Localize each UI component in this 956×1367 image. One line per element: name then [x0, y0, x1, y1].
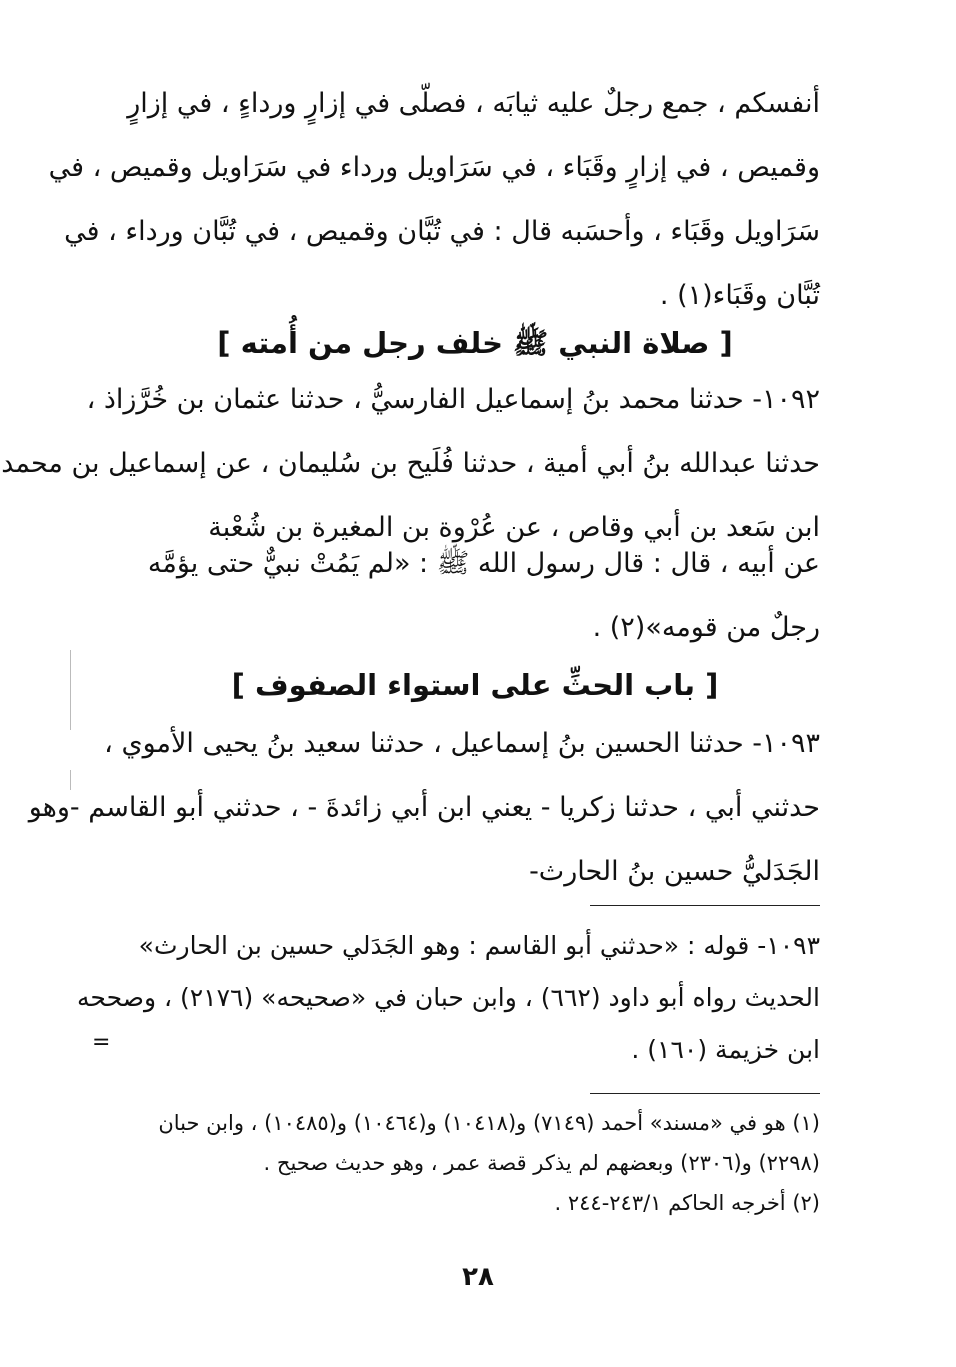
footnotes [120, 1103, 820, 1223]
footnote-rule [590, 1093, 820, 1094]
scan-artifact-line [70, 650, 71, 730]
text-line: حدثني أبي ، حدثنا زكريا - يعني ابن أبي زائدةَ - ، حدثني أبو القاسم -وهو [28, 792, 820, 823]
text-line: رجلٌ من قومه»(٢) . [592, 612, 820, 643]
commentary-note [77, 920, 820, 1076]
footnote-line: (١) هو في «مسند» أحمد (٧١٤٩) و(١٠٤١٨) و(١٠٤٦٤) و(١٠٤٨٥) ، وابن حبان [158, 1111, 820, 1135]
text-line: ابن سَعد بن أبي وقاص ، عن عُرْوة بن المغيرة بن شُعْبة [208, 512, 820, 543]
text-line: عن أبيه ، قال : قال رسول الله ﷺ : «لم يَمُتْ نبيٌّ حتى يؤمَّه [147, 548, 820, 579]
text-line: حدثنا عبدالله بنُ أبي أمية ، حدثنا فُلَيح بن سُليمان ، عن إسماعيل بن محمد [1, 448, 820, 479]
text-line: ابن خزيمة (١٦٠) . [631, 1035, 820, 1064]
separator-rule [590, 905, 820, 906]
margin-mark: = [92, 1030, 111, 1055]
footnote-line: (٢٢٩٨) و(٢٣٠٦) وبعضهم لم يذكر قصة عمر ، وهو حديث صحيح . [263, 1151, 820, 1175]
section-heading: [ صلاة النبي ﷺ خلف رجل من أُمته ] [217, 326, 733, 360]
page-number: ٢٨ [462, 1262, 494, 1292]
text-line: ١٠٩٣- قوله : «حدثني أبو القاسم : وهو الجَدَلي حسين بن الحارث» [138, 931, 820, 960]
text-line: سَرَاويل وقَبَاء ، وأحسَبه قال : في تُبَّان وقميص ، في تُبَّان ورداء ، في [64, 216, 820, 247]
text-line: ١٠٩٣- حدثنا الحسين بنُ إسماعيل ، حدثنا سعيد بنُ يحيى الأموي ، [104, 728, 820, 759]
text-line: تُبَّان وقَبَاء(١) . [659, 280, 820, 311]
hadith-1093 [28, 712, 820, 904]
scan-artifact-line [70, 770, 71, 790]
section-heading: [ باب الحثِّ على استواء الصفوف ] [231, 668, 719, 702]
text-line: وقميص ، في إزارٍ وقَبَاء ، في سَرَاويل ورداء في سَرَاويل وقميص ، في [48, 152, 820, 183]
text-line: ١٠٩٢- حدثنا محمد بنُ إسماعيل الفارسيُّ ، حدثنا عثمان بن خُرَّزاذ ، [86, 384, 820, 415]
text-line: الجَدَليُّ حسين بنُ الحارث- [529, 856, 820, 887]
text-line: الحديث رواه أبو داود (٦٦٢) ، وابن حبان في «صحيحه» (٢١٧٦) ، وصححه [77, 983, 820, 1012]
hadith-1092-matn [130, 532, 820, 660]
footnote-line: (٢) أخرجه الحاكم ٢٤٣/١-٢٤٤ . [554, 1191, 820, 1215]
paragraph-continuation [48, 72, 820, 328]
text-line: أنفسكم ، جمع رجلٌ عليه ثيابَه ، فصلّى في إزارٍ ورداءٍ ، في إزارٍ [127, 88, 820, 119]
